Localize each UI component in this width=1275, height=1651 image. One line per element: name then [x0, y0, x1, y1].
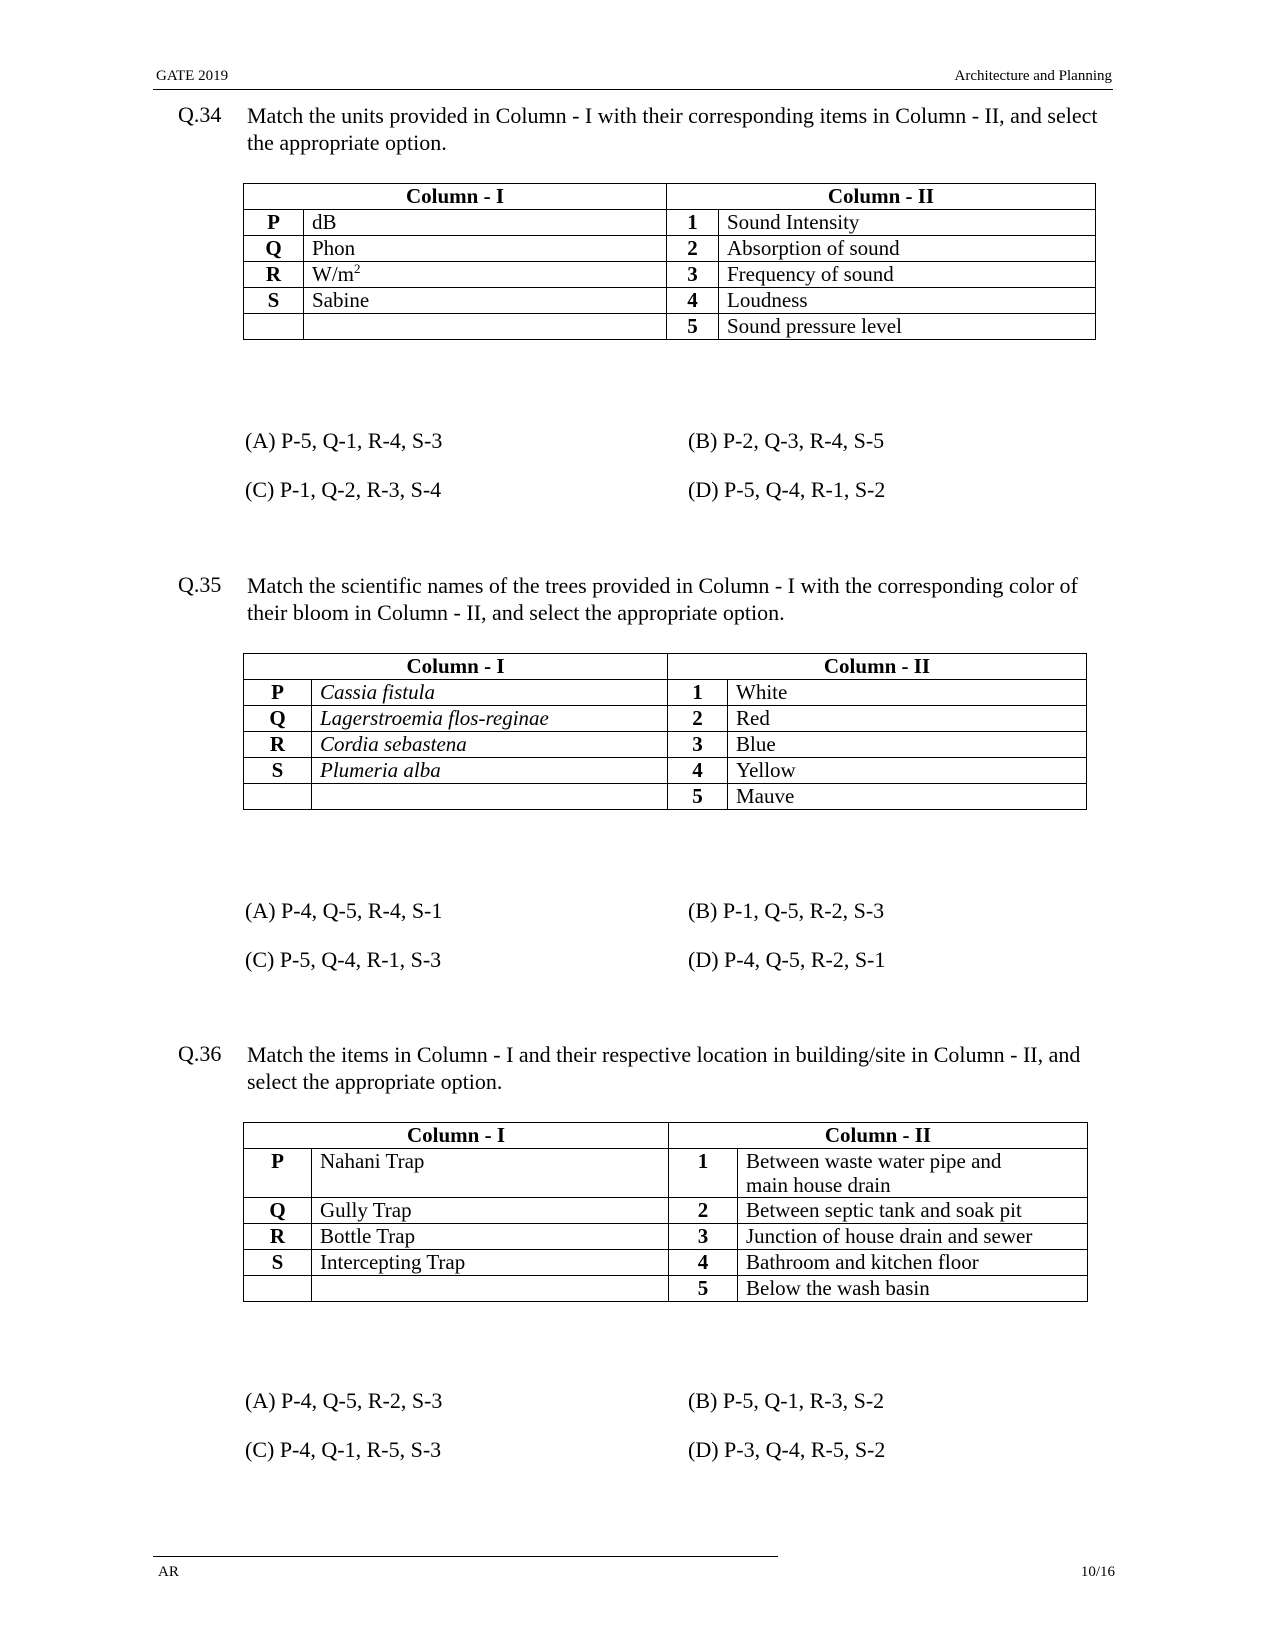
row-item: Cassia fistula [312, 680, 668, 706]
row-label: S [244, 288, 304, 314]
option-c[interactable]: (C) P-1, Q-2, R-3, S-4 [245, 477, 442, 502]
table-row [244, 1224, 1088, 1250]
page-number: 10/16 [1080, 1564, 1115, 1580]
row-item [304, 262, 667, 288]
table-row [244, 1276, 1088, 1302]
option-d[interactable]: (D) P-5, Q-4, R-1, S-2 [688, 477, 886, 502]
row-label: 3 [669, 1224, 738, 1250]
empty-cell [244, 784, 312, 810]
question-number: Q.34 [178, 102, 222, 127]
row-label: 2 [668, 706, 728, 732]
row-item: Sound Intensity [719, 210, 1096, 236]
row-item: Bottle Trap [312, 1224, 669, 1250]
row-label: 2 [669, 1198, 738, 1224]
column-1-header: Column - I [244, 654, 668, 680]
row-item: Below the wash basin [738, 1276, 1088, 1302]
row-item: Lagerstroemia flos-reginae [312, 706, 668, 732]
row-label: R [244, 262, 304, 288]
row-item-line: main house drain [746, 1173, 891, 1197]
option-d[interactable]: (D) P-4, Q-5, R-2, S-1 [688, 947, 886, 972]
match-table-q34 [243, 183, 1096, 340]
row-label: Q [244, 706, 312, 732]
row-item: Yellow [728, 758, 1087, 784]
column-1-header: Column - I [244, 1123, 669, 1149]
option-b[interactable]: (B) P-2, Q-3, R-4, S-5 [688, 428, 885, 453]
option-a[interactable]: (A) P-4, Q-5, R-2, S-3 [245, 1388, 443, 1413]
row-item: Red [728, 706, 1087, 732]
table-row [244, 706, 1087, 732]
row-item: Nahani Trap [312, 1149, 669, 1198]
empty-cell [312, 784, 668, 810]
row-item: Loudness [719, 288, 1096, 314]
table-row [244, 236, 1096, 262]
footer-divider [153, 1556, 778, 1557]
option-b[interactable]: (B) P-1, Q-5, R-2, S-3 [688, 898, 885, 923]
table-row [244, 758, 1087, 784]
question-text: Match the scientific names of the trees provided in Column - I with the corresponding color of their bloom in Column - II, and select the appropriate option. [247, 573, 1078, 625]
row-item [738, 1149, 1088, 1198]
footer-paper-code: AR [158, 1564, 179, 1580]
row-label: 5 [668, 784, 728, 810]
row-label: 3 [667, 262, 719, 288]
unit-superscript: 2 [354, 261, 361, 276]
row-item: Absorption of sound [719, 236, 1096, 262]
column-2-header: Column - II [667, 184, 1096, 210]
row-label: 4 [669, 1250, 738, 1276]
row-item: White [728, 680, 1087, 706]
table-row [244, 262, 1096, 288]
row-label: P [244, 680, 312, 706]
question-text: Match the units provided in Column - I with their corresponding items in Column - II, and select the appropriate option. [247, 103, 1098, 155]
table-row [244, 680, 1087, 706]
table-row [244, 288, 1096, 314]
row-label: 4 [667, 288, 719, 314]
table-row [244, 1198, 1088, 1224]
row-item: Cordia sebastena [312, 732, 668, 758]
row-label: R [244, 1224, 312, 1250]
row-item: Plumeria alba [312, 758, 668, 784]
empty-cell [244, 314, 304, 340]
row-label: 5 [667, 314, 719, 340]
empty-cell [304, 314, 667, 340]
table-row [244, 314, 1096, 340]
row-label: Q [244, 236, 304, 262]
row-label: Q [244, 1198, 312, 1224]
row-item: dB [304, 210, 667, 236]
row-label: 1 [669, 1149, 738, 1198]
option-c[interactable]: (C) P-5, Q-4, R-1, S-3 [245, 947, 442, 972]
row-label: S [244, 1250, 312, 1276]
header-exam-title: GATE 2019 [156, 68, 229, 84]
option-c[interactable]: (C) P-4, Q-1, R-5, S-3 [245, 1437, 442, 1462]
row-item: Between septic tank and soak pit [738, 1198, 1088, 1224]
row-item: Frequency of sound [719, 262, 1096, 288]
question-text: Match the items in Column - I and their respective location in building/site in Column - II, and select the appropriate option. [247, 1042, 1081, 1094]
row-item: Intercepting Trap [312, 1250, 669, 1276]
unit-text: W/m [312, 262, 354, 286]
table-row [244, 732, 1087, 758]
question-number: Q.36 [178, 1041, 222, 1066]
row-label: 4 [668, 758, 728, 784]
row-item: Phon [304, 236, 667, 262]
row-item: Sabine [304, 288, 667, 314]
table-row [244, 784, 1087, 810]
header-subject: Architecture and Planning [954, 68, 1112, 84]
column-2-header: Column - II [668, 654, 1087, 680]
empty-cell [244, 1276, 312, 1302]
option-a[interactable]: (A) P-5, Q-1, R-4, S-3 [245, 428, 443, 453]
row-label: S [244, 758, 312, 784]
question-number: Q.35 [178, 572, 222, 597]
row-item: Gully Trap [312, 1198, 669, 1224]
match-table-q36 [243, 1122, 1088, 1302]
row-label: 3 [668, 732, 728, 758]
table-row [244, 1250, 1088, 1276]
row-label: P [244, 210, 304, 236]
table-row [244, 1149, 1088, 1198]
option-b[interactable]: (B) P-5, Q-1, R-3, S-2 [688, 1388, 885, 1413]
row-item: Bathroom and kitchen floor [738, 1250, 1088, 1276]
option-d[interactable]: (D) P-3, Q-4, R-5, S-2 [688, 1437, 886, 1462]
row-label: P [244, 1149, 312, 1198]
row-label: R [244, 732, 312, 758]
row-label: 2 [667, 236, 719, 262]
column-2-header: Column - II [669, 1123, 1088, 1149]
table-row [244, 210, 1096, 236]
row-item: Blue [728, 732, 1087, 758]
row-item: Sound pressure level [719, 314, 1096, 340]
row-item-line: Between waste water pipe and [746, 1149, 1002, 1173]
row-label: 1 [667, 210, 719, 236]
empty-cell [312, 1276, 669, 1302]
header-divider [153, 89, 1113, 90]
row-label: 1 [668, 680, 728, 706]
row-item: Mauve [728, 784, 1087, 810]
option-a[interactable]: (A) P-4, Q-5, R-4, S-1 [245, 898, 443, 923]
match-table-q35 [243, 653, 1087, 810]
column-1-header: Column - I [244, 184, 667, 210]
row-label: 5 [669, 1276, 738, 1302]
row-item: Junction of house drain and sewer [738, 1224, 1088, 1250]
